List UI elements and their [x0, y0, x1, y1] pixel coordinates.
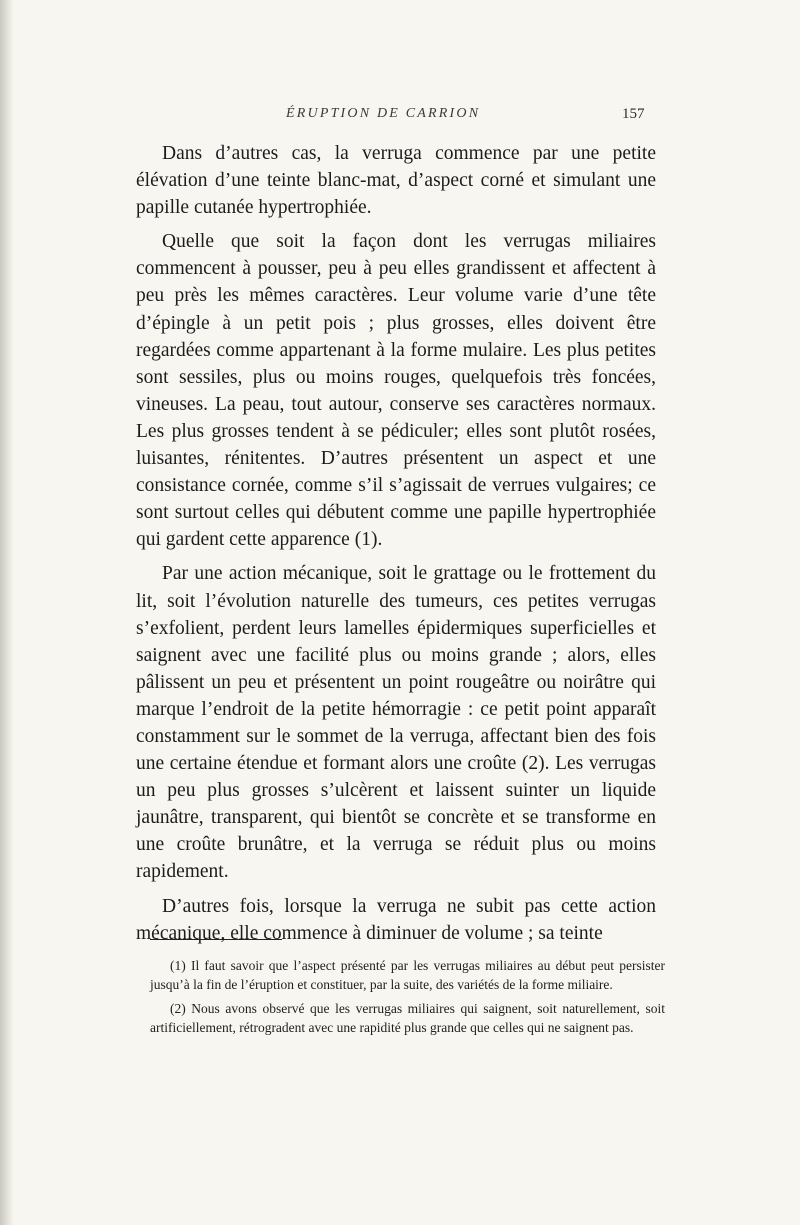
footnote: (1) Il faut savoir que l’aspect présenté par les verrugas miliaires au début peut persister jusqu’à la fin de l’éruption et constituer, par la suite, des variétés de la forme miliaire.: [150, 958, 665, 992]
footnotes: [150, 956, 665, 1042]
paragraph: D’autres fois, lorsque la verruga ne subit pas cette action mécanique, elle commence à diminuer de volume ; sa teinte: [136, 895, 656, 944]
footnote-divider: [150, 939, 282, 940]
running-head: [0, 106, 800, 128]
page-number: 157: [622, 106, 645, 122]
paragraph: Quelle que soit la façon dont les verrugas miliaires commencent à pousser, peu à peu elles grandissent et affectent à peu près les mêmes caractères. Leur volume varie d’une tête d’épingle à un petit pois ; plus grosses, elles doivent être regardées comme appartenant à la forme mulaire. Les plus petites sont sessiles, plus ou moins rouges, quelquefois très foncées, vineuses. La peau, tout autour, conserve ses caractères normaux. Les plus grosses tendent à se pédiculer; elles sont plutôt rosées, luisantes, rénitentes. D’autres présentent un aspect et une consistance cornée, comme s’il s’agissait de verrues vulgaires; ce sont surtout celles qui débutent comme une papille hypertrophiée qui gardent cette apparence (1).: [136, 231, 656, 551]
paragraph: Dans d’autres cas, la verruga commence par une petite élévation d’une teinte blanc-mat, d’aspect corné et simulant une papille cutanée hypertrophiée.: [136, 143, 656, 219]
body-text: [136, 140, 656, 954]
footnote: (2) Nous avons observé que les verrugas miliaires qui saignent, soit naturellement, soit artificiellement, rétrogradent avec une rapidité plus grande que celles qui ne saignent pas.: [150, 1001, 665, 1035]
running-head-title: ÉRUPTION DE CARRION: [286, 106, 481, 121]
page-gutter-shadow: [0, 0, 14, 1225]
paragraph: Par une action mécanique, soit le grattage ou le frottement du lit, soit l’évolution naturelle des tumeurs, ces petites verrugas s’exfolient, perdent leurs lamelles épidermiques superficielles et saignent avec une facilité plus ou moins grande ; alors, elles pâlissent un peu et présentent un point rougeâtre ou noirâtre qui marque l’endroit de la petite hémorragie : ce petit point apparaît constamment sur le sommet de la verruga, affectant bien des fois une certaine étendue et formant alors une croûte (2). Les verrugas un peu plus grosses s’ulcèrent et laissent suinter un liquide jaunâtre, transparent, qui bientôt se concrète et se transforme en une croûte brunâtre, et la verruga se réduit plus ou moins rapidement.: [136, 563, 656, 883]
